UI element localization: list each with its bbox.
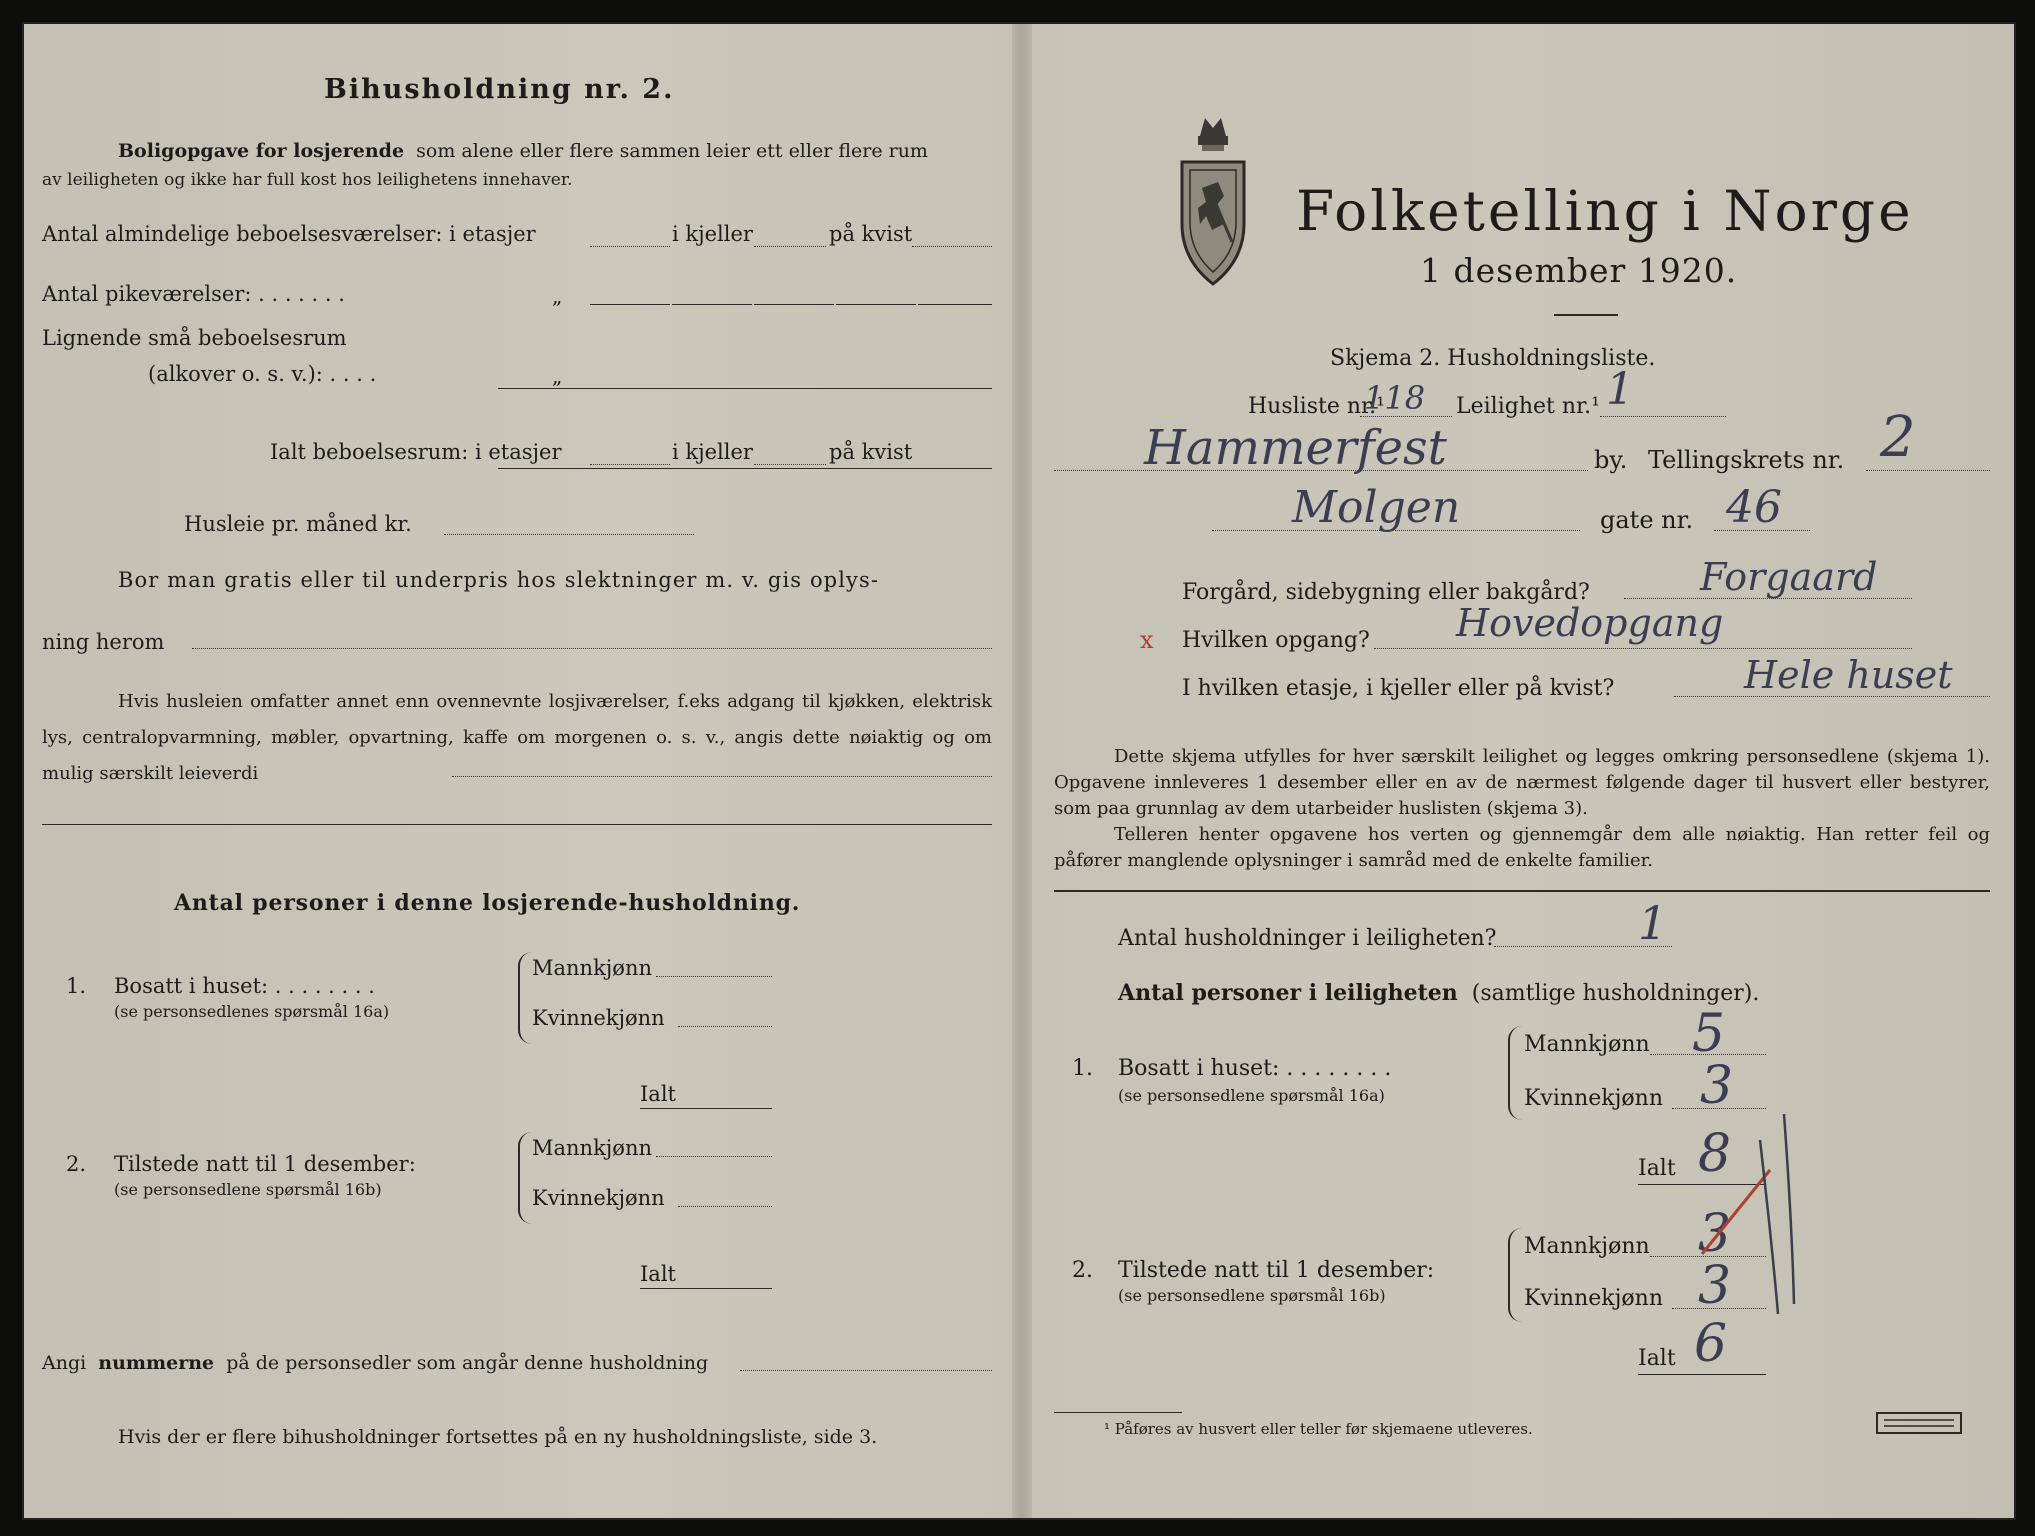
r-tilstede-mann-value[interactable]: 3 <box>1698 1204 1732 1264</box>
ialt-etasjer-field[interactable] <box>590 464 670 465</box>
opgang-red-mark: x <box>1140 626 1154 654</box>
title-rule <box>1554 314 1618 316</box>
tilstede-mann-field[interactable] <box>656 1156 772 1157</box>
forgaard-field[interactable] <box>1624 598 1912 599</box>
section-rule <box>1054 890 1990 892</box>
leieverdi-field[interactable] <box>452 776 992 777</box>
pike-kjeller-field[interactable] <box>672 304 752 305</box>
pike-kvist-field[interactable] <box>754 304 834 305</box>
r-bosatt-label: Bosatt i huset: . . . . . . . . <box>1118 1056 1392 1081</box>
skjema-label: Skjema 2. Husholdningsliste. <box>1330 346 1656 371</box>
husleie-label: Husleie pr. måned kr. <box>184 512 412 536</box>
forgaard-value[interactable]: Forgaard <box>1700 555 1878 599</box>
bosatt-label: Bosatt i huset: . . . . . . . . <box>114 974 375 998</box>
husliste-label: Husliste nr.¹ <box>1248 394 1385 419</box>
form-date: 1 desember 1920. <box>1420 251 1738 290</box>
r-bosatt-brace <box>1508 1026 1524 1120</box>
etasje-value[interactable]: Hele huset <box>1744 653 1953 697</box>
r-tilstede-ialt-value[interactable]: 6 <box>1694 1314 1728 1374</box>
tilstede-kvinne-label: Kvinnekjønn <box>532 1186 665 1210</box>
bosatt-kvinne-label: Kvinnekjønn <box>532 1006 665 1030</box>
bosatt-ialt-field[interactable] <box>640 1108 772 1109</box>
kvist-field[interactable] <box>912 246 992 247</box>
pike-etasjer-field[interactable] <box>590 304 670 305</box>
gratis-line-1: Bor man gratis eller til underpris hos slektninger m. v. gis oplys- <box>118 568 880 592</box>
angi-nummerne-field[interactable] <box>740 1370 992 1371</box>
instructions-paragraph-2: Telleren henter opgavene hos verten og gjennemgår dem alle nøiaktig. Han retter feil og påfører manglende oplysninger i samråd med de enkelte familier. <box>1054 824 1990 871</box>
r-bosatt-ialt-value[interactable]: 8 <box>1698 1124 1732 1184</box>
opgang-field[interactable] <box>1374 648 1912 649</box>
ditto-mark-2: „ <box>552 364 563 388</box>
tilstede-kvinne-field[interactable] <box>678 1206 772 1207</box>
lignende-label-1: Lignende små beboelsesrum <box>42 326 347 350</box>
leilighet-field[interactable] <box>1600 416 1726 417</box>
r-tilstede-sub: (se personsedlene spørsmål 16b) <box>1118 1286 1386 1305</box>
left-footer-note: Hvis der er flere bihusholdninger fortsettes på en ny husholdningsliste, side 3. <box>118 1426 878 1448</box>
pike-extra-field-2[interactable] <box>918 304 992 305</box>
ialt-kvist-label: på kvist <box>829 440 913 464</box>
ialt-kjeller-label: i kjeller <box>672 440 753 464</box>
leilighet-label: Leilighet nr.¹ <box>1456 394 1600 419</box>
r-tilstede-mann-label: Mannkjønn <box>1524 1234 1650 1259</box>
form-title: Folketelling i Norge <box>1296 179 1914 243</box>
forgaard-label: Forgård, sidebygning eller bakgård? <box>1182 580 1590 605</box>
r-bosatt-kvinne-value[interactable]: 3 <box>1700 1056 1734 1116</box>
lignende-field[interactable] <box>498 388 992 389</box>
footnote-rule <box>1054 1412 1182 1413</box>
intro-line-2: av leiligheten og ikke har full kost hos leilighetens innehaver. <box>42 170 573 190</box>
bosatt-ialt-label: Ialt <box>640 1082 676 1106</box>
footnote: ¹ Påføres av husvert eller teller før skjemaene utleveres. <box>1104 1420 1533 1438</box>
leilighet-value[interactable]: 1 <box>1606 364 1634 415</box>
husliste-field[interactable] <box>1360 416 1452 417</box>
antal-personer-heading: Antal personer i denne losjerende-husholdning. <box>174 890 801 916</box>
bosatt-mann-label: Mannkjønn <box>532 956 653 980</box>
tally-marks-icon <box>1698 1104 1808 1334</box>
gate-value[interactable]: Molgen <box>1292 482 1461 533</box>
r-bosatt-mann-field[interactable] <box>1650 1054 1766 1055</box>
r-bosatt-kvinne-label: Kvinnekjønn <box>1524 1086 1663 1111</box>
tilstede-label: Tilstede natt til 1 desember: <box>114 1152 416 1176</box>
kjeller-field[interactable] <box>754 246 826 247</box>
angi-nummerne-label: Angi nummerne på de personsedler som angår denne husholdning <box>42 1352 709 1374</box>
intro-line-1: Boligopgave for losjerende som alene eller flere sammen leier ett eller flere rum <box>118 140 928 162</box>
tilstede-ialt-label: Ialt <box>640 1262 676 1286</box>
ialt-underline <box>498 468 992 469</box>
hvis-husleien-paragraph: Hvis husleien omfatter annet enn ovennevnte losjiværelser, f.eks adgang til kjøkken, elektrisk lys, centralopvarmning, møbler, opvartning, kaffe om morgenen o. s. v., angis dette nøiaktig og om mulig særskilt leieverdi <box>42 691 992 784</box>
r-tilstede-ialt-field[interactable] <box>1638 1374 1766 1375</box>
tilstede-ialt-field[interactable] <box>640 1288 772 1289</box>
bosatt-mann-field[interactable] <box>656 976 772 977</box>
i-kjeller-label: i kjeller <box>672 222 753 246</box>
opgang-label: Hvilken opgang? <box>1182 628 1370 653</box>
norwegian-coat-of-arms-icon <box>1172 112 1254 288</box>
pike-extra-field[interactable] <box>836 304 916 305</box>
gate-field[interactable] <box>1212 530 1580 531</box>
paa-kvist-label: på kvist <box>829 222 913 246</box>
leieverdi-line-2[interactable] <box>42 824 992 825</box>
tilstede-mann-label: Mannkjønn <box>532 1136 653 1160</box>
r-bosatt-sub: (se personsedlene spørsmål 16a) <box>1118 1086 1385 1105</box>
bosatt-sub: (se personsedlenes spørsmål 16a) <box>114 1002 390 1021</box>
ialt-kjeller-field[interactable] <box>754 464 826 465</box>
by-field[interactable] <box>1054 470 1588 471</box>
page-fold <box>1012 24 1032 1518</box>
r-tilstede-kvinne-label: Kvinnekjønn <box>1524 1286 1663 1311</box>
ialt-beboelsesrum-label: Ialt beboelsesrum: i etasjer <box>270 440 562 464</box>
r-bosatt-mann-label: Mannkjønn <box>1524 1032 1650 1057</box>
gratis-field[interactable] <box>192 648 992 649</box>
tilstede-number: 2. <box>66 1152 87 1176</box>
ditto-mark: „ <box>552 284 563 308</box>
by-label: by. <box>1594 446 1628 474</box>
etasje-label: I hvilken etasje, i kjeller eller på kvist? <box>1182 676 1615 701</box>
census-form-sheet <box>22 22 2016 1520</box>
antal-almindelige-label: Antal almindelige beboelsesværelser: i etasjer <box>42 222 536 246</box>
r-tilstede-brace <box>1508 1228 1524 1322</box>
gratis-line-2: ning herom <box>42 630 165 654</box>
r-tilstede-kvinne-value[interactable]: 3 <box>1698 1256 1732 1316</box>
tellingskrets-value[interactable]: 2 <box>1880 405 1916 470</box>
gate-label: gate nr. <box>1600 506 1694 534</box>
printer-stamp-icon <box>1876 1412 1962 1434</box>
r-bosatt-number: 1. <box>1072 1056 1093 1081</box>
r-tilstede-number: 2. <box>1072 1258 1093 1283</box>
tellingskrets-label: Tellingskrets nr. <box>1648 446 1845 474</box>
left-heading: Bihusholdning nr. 2. <box>324 74 675 105</box>
tilstede-sub: (se personsedlene spørsmål 16b) <box>114 1180 382 1199</box>
tellingskrets-field[interactable] <box>1866 470 1990 471</box>
husliste-value[interactable]: 118 <box>1364 379 1426 417</box>
r-tilstede-ialt-label: Ialt <box>1638 1346 1676 1371</box>
etasje-field[interactable] <box>1674 696 1990 697</box>
husleie-field[interactable] <box>444 534 694 535</box>
gate-nr-field[interactable] <box>1714 530 1810 531</box>
antal-husholdninger-field[interactable] <box>1494 946 1672 947</box>
antal-personer-leiligheten: Antal personer i leiligheten (samtlige husholdninger). <box>1118 980 1760 1006</box>
gate-nr-value[interactable]: 46 <box>1726 482 1782 533</box>
pikevaerelser-label: Antal pikeværelser: . . . . . . . <box>42 282 345 306</box>
bosatt-kvinne-field[interactable] <box>678 1026 772 1027</box>
r-bosatt-mann-value[interactable]: 5 <box>1692 1004 1726 1064</box>
lignende-label-2: (alkover o. s. v.): . . . . <box>148 362 377 386</box>
r-tilstede-label: Tilstede natt til 1 desember: <box>1118 1258 1435 1283</box>
bosatt-number: 1. <box>66 974 87 998</box>
antal-husholdninger-value[interactable]: 1 <box>1638 896 1668 950</box>
by-value[interactable]: Hammerfest <box>1144 420 1447 476</box>
antal-husholdninger-label: Antal husholdninger i leiligheten? <box>1118 926 1497 951</box>
etasjer-field[interactable] <box>590 246 670 247</box>
r-bosatt-ialt-label: Ialt <box>1638 1156 1676 1181</box>
opgang-value[interactable]: Hovedopgang <box>1456 601 1724 645</box>
instructions-paragraph-1: Dette skjema utfylles for hver særskilt leilighet og legges omkring personsedlene (skjema 1). Opgavene innleveres 1 desember eller en av de nærmest følgende dager til husvert eller bestyrer, som paa grunnlag av dem utarbeider huslisten (skjema 3). <box>1054 746 1990 819</box>
